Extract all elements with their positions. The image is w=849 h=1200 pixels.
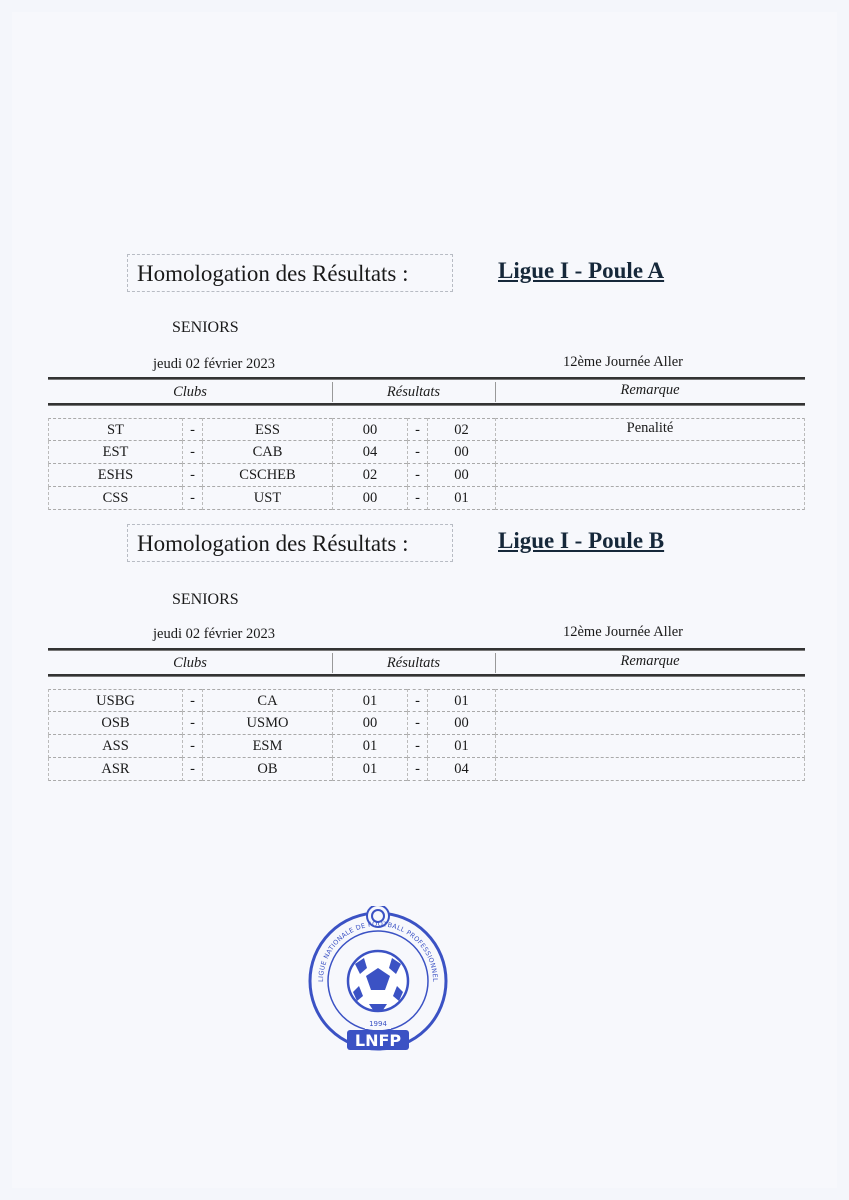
header-results: Résultats xyxy=(386,384,441,400)
score-separator: - xyxy=(407,689,427,712)
home-score: 00 xyxy=(332,418,407,441)
header-clubs: Clubs xyxy=(173,384,207,400)
remark-cell xyxy=(495,441,805,464)
svg-text:1994: 1994 xyxy=(369,1020,387,1028)
svg-text:LNFP: LNFP xyxy=(354,1031,402,1050)
away-score: 01 xyxy=(427,735,495,758)
away-score: 04 xyxy=(427,758,495,781)
score-separator: - xyxy=(407,758,427,781)
score-separator: - xyxy=(407,712,427,735)
home-team: EST xyxy=(48,441,182,464)
remark-cell xyxy=(495,464,805,487)
team-separator: - xyxy=(182,712,202,735)
league-title: Ligue I - Poule A xyxy=(498,258,665,283)
team-separator: - xyxy=(182,758,202,781)
home-team: ASR xyxy=(48,758,182,781)
category-label: SENIORS xyxy=(172,319,239,336)
score-separator: - xyxy=(407,464,427,487)
team-separator: - xyxy=(182,441,202,464)
team-separator: - xyxy=(182,418,202,441)
away-team: CA xyxy=(202,689,332,712)
score-separator: - xyxy=(407,418,427,441)
home-score: 01 xyxy=(332,758,407,781)
remark-cell xyxy=(495,735,805,758)
header-remark: Remarque xyxy=(620,653,680,669)
header-rule-bottom xyxy=(48,403,805,406)
home-team: ST xyxy=(48,418,182,441)
away-team: CAB xyxy=(202,441,332,464)
round-label: 12ème Journée Aller xyxy=(563,354,683,370)
league-title: Ligue I - Poule B xyxy=(498,528,665,553)
match-date: jeudi 02 février 2023 xyxy=(153,626,276,642)
away-team: ESS xyxy=(202,418,332,441)
table-row xyxy=(48,441,805,464)
home-team: CSS xyxy=(48,487,182,510)
away-score: 01 xyxy=(427,689,495,712)
header-clubs: Clubs xyxy=(173,655,207,671)
team-separator: - xyxy=(182,689,202,712)
home-score: 01 xyxy=(332,735,407,758)
score-separator: - xyxy=(407,735,427,758)
category-label: SENIORS xyxy=(172,591,239,608)
team-separator: - xyxy=(182,464,202,487)
score-separator: - xyxy=(407,441,427,464)
home-team: OSB xyxy=(48,712,182,735)
homologation-title: Homologation des Résultats : xyxy=(127,524,453,562)
away-score: 00 xyxy=(427,441,495,464)
remark-cell xyxy=(495,487,805,510)
match-date: jeudi 02 février 2023 xyxy=(153,356,276,372)
away-team: UST xyxy=(202,487,332,510)
lnfp-seal-icon xyxy=(303,906,453,1056)
remark-cell xyxy=(495,689,805,712)
home-score: 00 xyxy=(332,712,407,735)
round-label: 12ème Journée Aller xyxy=(563,624,683,640)
remark-cell xyxy=(495,712,805,735)
header-remark: Remarque xyxy=(620,382,680,398)
home-score: 00 xyxy=(332,487,407,510)
remark-cell xyxy=(495,758,805,781)
away-team: ESM xyxy=(202,735,332,758)
home-team: ESHS xyxy=(48,464,182,487)
away-score: 02 xyxy=(427,418,495,441)
home-team: USBG xyxy=(48,689,182,712)
table-row xyxy=(48,464,805,487)
table-row xyxy=(48,712,805,735)
away-score: 00 xyxy=(427,712,495,735)
table-row xyxy=(48,735,805,758)
table-row xyxy=(48,758,805,781)
home-score: 02 xyxy=(332,464,407,487)
football-icon xyxy=(348,951,408,1011)
team-separator: - xyxy=(182,735,202,758)
team-separator: - xyxy=(182,487,202,510)
table-row xyxy=(48,689,805,712)
home-score: 01 xyxy=(332,689,407,712)
away-score: 01 xyxy=(427,487,495,510)
score-separator: - xyxy=(407,487,427,510)
table-row xyxy=(48,418,805,441)
svg-text:LIGUE NATIONALE DE FOOTBALL PR: LIGUE NATIONALE DE FOOTBALL PROFESSIONNEL xyxy=(316,919,440,983)
header-results: Résultats xyxy=(386,655,441,671)
away-team: CSCHEB xyxy=(202,464,332,487)
table-row xyxy=(48,487,805,510)
away-team: OB xyxy=(202,758,332,781)
home-score: 04 xyxy=(332,441,407,464)
header-rule-bottom xyxy=(48,674,805,677)
remark-cell: Penalité xyxy=(495,418,805,441)
away-team: USMO xyxy=(202,712,332,735)
home-team: ASS xyxy=(48,735,182,758)
away-score: 00 xyxy=(427,464,495,487)
homologation-title: Homologation des Résultats : xyxy=(127,254,453,292)
seal-graphic xyxy=(303,906,453,1056)
